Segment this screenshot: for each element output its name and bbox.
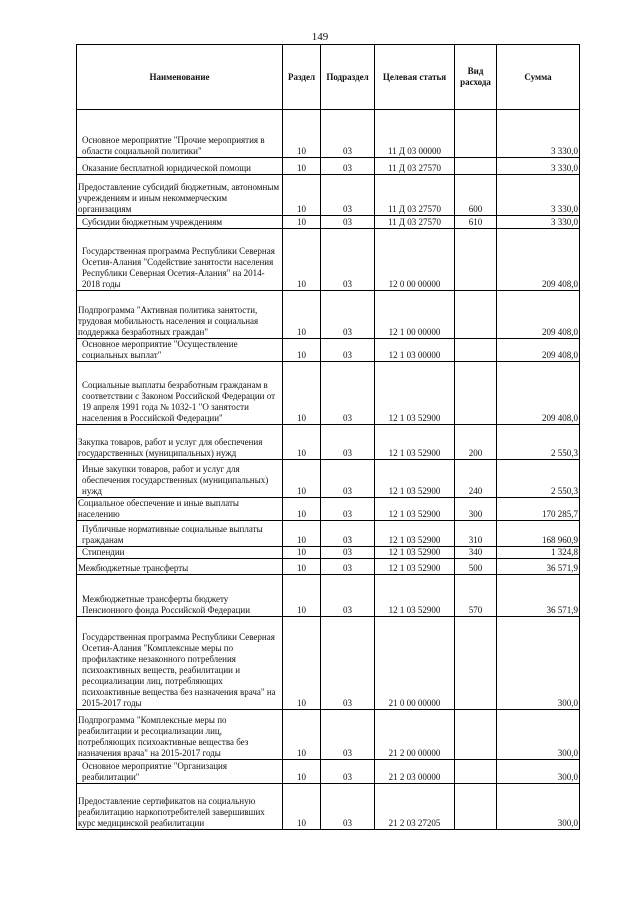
name-cell: Стипендии bbox=[77, 547, 283, 559]
amount-cell: 300,0 bbox=[497, 710, 580, 760]
subsection-cell: 03 bbox=[321, 460, 375, 498]
amount-cell: 209 408,0 bbox=[497, 339, 580, 362]
amount-cell: 300,0 bbox=[497, 784, 580, 830]
table-row bbox=[77, 784, 580, 830]
table-row bbox=[77, 229, 580, 291]
target-cell: 12 0 00 00000 bbox=[375, 229, 455, 291]
table-row bbox=[77, 710, 580, 760]
target-cell: 11 Д 03 27570 bbox=[375, 216, 455, 229]
target-cell: 21 0 00 00000 bbox=[375, 617, 455, 710]
table-row bbox=[77, 425, 580, 460]
amount-cell: 209 408,0 bbox=[497, 362, 580, 425]
table-row bbox=[77, 110, 580, 158]
table-row bbox=[77, 339, 580, 362]
section-cell: 10 bbox=[283, 760, 321, 784]
table-row bbox=[77, 547, 580, 559]
target-cell: 12 1 03 52900 bbox=[375, 559, 455, 575]
target-cell: 11 Д 03 27570 bbox=[375, 175, 455, 216]
subsection-cell: 03 bbox=[321, 425, 375, 460]
name-cell: Социальное обеспечение и иные выплаты населению bbox=[77, 498, 283, 521]
section-cell: 10 bbox=[283, 575, 321, 617]
subsection-cell: 03 bbox=[321, 339, 375, 362]
amount-cell: 3 330,0 bbox=[497, 158, 580, 175]
amount-cell: 3 330,0 bbox=[497, 216, 580, 229]
expense-type-cell bbox=[455, 229, 497, 291]
expense-type-cell: 570 bbox=[455, 575, 497, 617]
header-subsection: Подраздел bbox=[321, 45, 375, 110]
expense-type-cell: 340 bbox=[455, 547, 497, 559]
expense-type-cell: 200 bbox=[455, 425, 497, 460]
table-row bbox=[77, 575, 580, 617]
table-row bbox=[77, 291, 580, 339]
name-cell: Предоставление сертификатов на социальную реабилитацию наркопотребителей завершивших курс медицинской реабилитации bbox=[77, 784, 283, 830]
expense-type-cell bbox=[455, 784, 497, 830]
subsection-cell: 03 bbox=[321, 547, 375, 559]
amount-cell: 300,0 bbox=[497, 617, 580, 710]
section-cell: 10 bbox=[283, 460, 321, 498]
subsection-cell: 03 bbox=[321, 291, 375, 339]
name-cell: Межбюджетные трансферты бюджету Пенсионного фонда Российской Федерации bbox=[77, 575, 283, 617]
subsection-cell: 03 bbox=[321, 575, 375, 617]
section-cell: 10 bbox=[283, 617, 321, 710]
table-row bbox=[77, 498, 580, 521]
amount-cell: 2 550,3 bbox=[497, 425, 580, 460]
expense-type-cell bbox=[455, 362, 497, 425]
name-cell: Основное мероприятие "Осуществление социальных выплат" bbox=[77, 339, 283, 362]
target-cell: 12 1 03 52900 bbox=[375, 521, 455, 547]
amount-cell: 168 960,9 bbox=[497, 521, 580, 547]
target-cell: 21 2 03 27205 bbox=[375, 784, 455, 830]
subsection-cell: 03 bbox=[321, 710, 375, 760]
amount-cell: 209 408,0 bbox=[497, 229, 580, 291]
header-amount: Сумма bbox=[497, 45, 580, 110]
subsection-cell: 03 bbox=[321, 760, 375, 784]
section-cell: 10 bbox=[283, 521, 321, 547]
section-cell: 10 bbox=[283, 784, 321, 830]
subsection-cell: 03 bbox=[321, 110, 375, 158]
subsection-cell: 03 bbox=[321, 362, 375, 425]
name-cell: Предоставление субсидий бюджетным, автономным учреждениям и иным некоммерческим организациям bbox=[77, 175, 283, 216]
section-cell: 10 bbox=[283, 425, 321, 460]
section-cell: 10 bbox=[283, 175, 321, 216]
table-row bbox=[77, 175, 580, 216]
section-cell: 10 bbox=[283, 158, 321, 175]
name-cell: Публичные нормативные социальные выплаты гражданам bbox=[77, 521, 283, 547]
amount-cell: 2 550,3 bbox=[497, 460, 580, 498]
subsection-cell: 03 bbox=[321, 559, 375, 575]
target-cell: 12 1 03 00000 bbox=[375, 339, 455, 362]
section-cell: 10 bbox=[283, 559, 321, 575]
name-cell: Субсидии бюджетным учреждениям bbox=[77, 216, 283, 229]
name-cell: Подпрограмма "Активная политика занятости, трудовая мобильность населения и социальная поддержка безработных граждан" bbox=[77, 291, 283, 339]
table-row bbox=[77, 617, 580, 710]
name-cell: Подпрограмма "Комплексные меры по реабилитации и ресоциализации лиц, потребляющих психоактивные вещества без назначения врача" на 2015-2017 годы bbox=[77, 710, 283, 760]
expense-type-cell bbox=[455, 617, 497, 710]
target-cell: 12 1 03 52900 bbox=[375, 425, 455, 460]
expense-type-cell: 500 bbox=[455, 559, 497, 575]
expense-type-cell: 240 bbox=[455, 460, 497, 498]
subsection-cell: 03 bbox=[321, 175, 375, 216]
header-name: Наименование bbox=[77, 45, 283, 110]
subsection-cell: 03 bbox=[321, 229, 375, 291]
budget-table bbox=[76, 44, 580, 830]
target-cell: 11 Д 03 00000 bbox=[375, 110, 455, 158]
section-cell: 10 bbox=[283, 216, 321, 229]
expense-type-cell: 300 bbox=[455, 498, 497, 521]
name-cell: Государственная программа Республики Северная Осетия-Алания "Комплексные меры по профилактике незаконного потребления психоактивных веществ, реабилитации и ресоциализации лиц, потребляющих психоактивные вещества без назначения врача" на 2015-2017 годы bbox=[77, 617, 283, 710]
table-row bbox=[77, 460, 580, 498]
table-row bbox=[77, 521, 580, 547]
amount-cell: 1 324,8 bbox=[497, 547, 580, 559]
target-cell: 21 2 00 00000 bbox=[375, 710, 455, 760]
page-number: 149 bbox=[311, 31, 329, 43]
expense-type-cell: 600 bbox=[455, 175, 497, 216]
section-cell: 10 bbox=[283, 229, 321, 291]
expense-type-cell bbox=[455, 339, 497, 362]
table-row bbox=[77, 559, 580, 575]
amount-cell: 3 330,0 bbox=[497, 110, 580, 158]
table-row bbox=[77, 760, 580, 784]
expense-type-cell: 610 bbox=[455, 216, 497, 229]
amount-cell: 209 408,0 bbox=[497, 291, 580, 339]
name-cell: Государственная программа Республики Северная Осетия-Алания "Содействие занятости населения Республики Северная Осетия-Алания" на 2014-2018 годы bbox=[77, 229, 283, 291]
name-cell: Основное мероприятие "Прочие мероприятия в области социальной политики" bbox=[77, 110, 283, 158]
target-cell: 12 1 03 52900 bbox=[375, 547, 455, 559]
expense-type-cell bbox=[455, 760, 497, 784]
table-header-row bbox=[77, 45, 580, 110]
expense-type-cell bbox=[455, 710, 497, 760]
amount-cell: 36 571,9 bbox=[497, 559, 580, 575]
name-cell: Основное мероприятие "Организация реабилитации" bbox=[77, 760, 283, 784]
section-cell: 10 bbox=[283, 710, 321, 760]
target-cell: 12 1 03 52900 bbox=[375, 460, 455, 498]
section-cell: 10 bbox=[283, 110, 321, 158]
expense-type-cell bbox=[455, 291, 497, 339]
amount-cell: 36 571,9 bbox=[497, 575, 580, 617]
target-cell: 11 Д 03 27570 bbox=[375, 158, 455, 175]
header-target: Целевая статья bbox=[375, 45, 455, 110]
header-section: Раздел bbox=[283, 45, 321, 110]
section-cell: 10 bbox=[283, 291, 321, 339]
section-cell: 10 bbox=[283, 339, 321, 362]
target-cell: 12 1 03 52900 bbox=[375, 575, 455, 617]
table-row bbox=[77, 362, 580, 425]
expense-type-cell bbox=[455, 158, 497, 175]
amount-cell: 3 330,0 bbox=[497, 175, 580, 216]
name-cell: Социальные выплаты безработным гражданам в соответствии с Законом Российской Федерации от 19 апреля 1991 года № 1032-1 "О занятости населения в Российской Федерации" bbox=[77, 362, 283, 425]
name-cell: Межбюджетные трансферты bbox=[77, 559, 283, 575]
section-cell: 10 bbox=[283, 498, 321, 521]
name-cell: Оказание бесплатной юридической помощи bbox=[77, 158, 283, 175]
subsection-cell: 03 bbox=[321, 521, 375, 547]
table-row bbox=[77, 158, 580, 175]
target-cell: 12 1 00 00000 bbox=[375, 291, 455, 339]
target-cell: 21 2 03 00000 bbox=[375, 760, 455, 784]
target-cell: 12 1 03 52900 bbox=[375, 498, 455, 521]
subsection-cell: 03 bbox=[321, 784, 375, 830]
name-cell: Закупка товаров, работ и услуг для обеспечения государственных (муниципальных) нужд bbox=[77, 425, 283, 460]
target-cell: 12 1 03 52900 bbox=[375, 362, 455, 425]
subsection-cell: 03 bbox=[321, 158, 375, 175]
section-cell: 10 bbox=[283, 362, 321, 425]
expense-type-cell bbox=[455, 110, 497, 158]
expense-type-cell: 310 bbox=[455, 521, 497, 547]
table-row bbox=[77, 216, 580, 229]
section-cell: 10 bbox=[283, 547, 321, 559]
header-expense-type: Вид расхода bbox=[455, 45, 497, 110]
subsection-cell: 03 bbox=[321, 216, 375, 229]
name-cell: Иные закупки товаров, работ и услуг для обеспечения государственных (муниципальных) нужд bbox=[77, 460, 283, 498]
amount-cell: 300,0 bbox=[497, 760, 580, 784]
subsection-cell: 03 bbox=[321, 498, 375, 521]
amount-cell: 170 285,7 bbox=[497, 498, 580, 521]
subsection-cell: 03 bbox=[321, 617, 375, 710]
